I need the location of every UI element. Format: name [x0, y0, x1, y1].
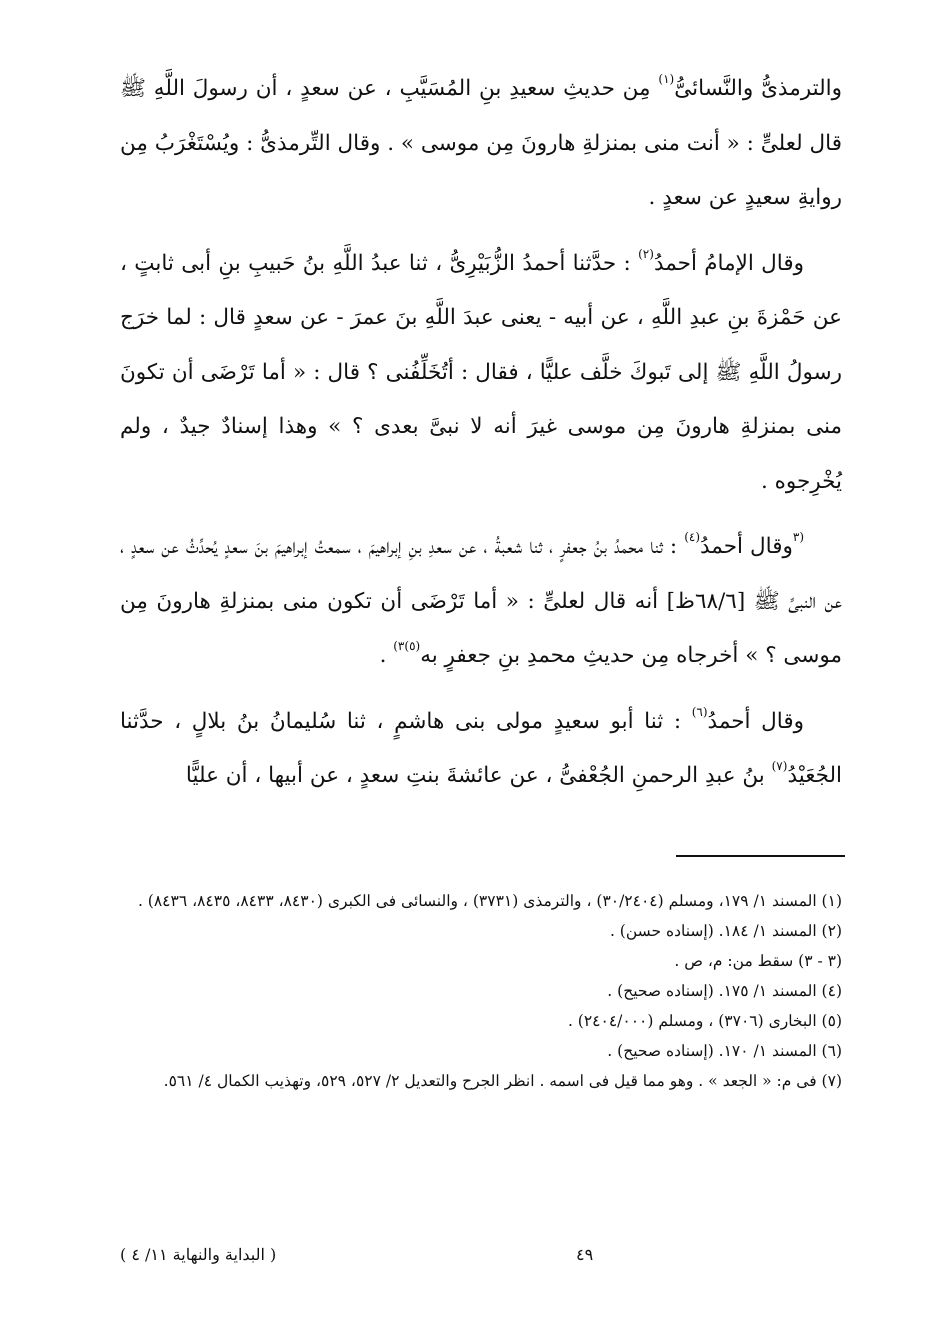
footnote: (٦) المسند ١/ ١٧٠. (إسناده صحيح) . — [607, 1042, 842, 1060]
footnote: (٢) المسند ١/ ١٨٤. (إسناده حسن) . — [609, 922, 842, 940]
running-title: ( البداية والنهاية ١١/ ٤ ) — [120, 1245, 277, 1264]
page-footer — [120, 1240, 842, 1270]
main-text — [120, 62, 842, 815]
text-run: وقال أحمدُ — [707, 708, 804, 734]
footnote-marker: (٦) — [691, 704, 708, 719]
paragraph — [120, 62, 842, 226]
footnote: (٧) فى م: « الجعد » . وهو مما قيل فى اسمه . انظر الجرح والتعديل ٢/ ٥٢٧، ٥٢٩، وتهذيب الكمال ٤/ ٥٦١. — [163, 1072, 842, 1090]
footnote: (١) المسند ١/ ١٧٩، ومسلم (٣٠/٢٤٠٤) ، والترمذى (٣٧٣١) ، والنسائى فى الكبرى (٨٤٣٠، ٨٤٣٣، ٨٤٣٥، ٨٤٣٦) . — [137, 892, 842, 910]
text-run: : حدَّثنا أحمدُ الزُّبَيْرِىُّ ، ثنا عبدُ اللَّهِ بنُ حَبيبِ بنِ أبى ثابتٍ ، عن حَمْزةَ بنِ عبدِ اللَّهِ ، عن أبيه - يعنى عبدَ اللَّهِ بنَ عمرَ - عن سعدٍ قال : لما خرَج رسولُ اللَّهِ ﷺ إلى تَبوكَ خلَّف عليًّا ، فقال : أتُخَلِّفُنى ؟ قال : « أما تَرْضَى أن تكونَ منى بمنزلةِ هارونَ مِن موسى غيرَ أنه لا نبىَّ بعدى ؟ » وهذا إسنادٌ جيدٌ ، ولم يُخْرِجوه . — [120, 250, 842, 494]
footnotes — [120, 886, 842, 1096]
footnote-separator — [676, 855, 845, 857]
paragraph — [120, 695, 842, 804]
text-run: : ثنا أبو سعيدٍ مولى بنى هاشمٍ ، ثنا سُليمانُ بنُ بلالٍ ، حدَّثنا الجُعَيْدُ — [120, 708, 842, 788]
footnote-marker: (١) — [658, 72, 675, 86]
footnote-marker: (٣ — [792, 530, 804, 544]
text-run: بنُ عبدِ الرحمنِ الجُعْفىُّ ، عن عائشةَ بنتِ سعدٍ ، عن أبيها ، أن عليًّا — [185, 763, 772, 788]
footnote-marker: (٤) — [684, 530, 701, 544]
paragraph — [120, 520, 842, 684]
text-run: وقال أحمدُ — [700, 534, 793, 559]
paragraph — [120, 237, 842, 510]
text-run: والترمذىُّ والنَّسائىُّ — [674, 76, 842, 101]
text-run: وقال الإمامُ أحمدُ — [653, 250, 805, 276]
text-run: مِن حديثِ سعيدِ بنِ المُسَيَّبِ ، عن سعدٍ ، أن رسولَ اللَّهِ ﷺ قال لعلىٍّ : « أنت منى بمنزلةِ هارونَ مِن موسى » . وقال التِّرمذىُّ : ويُسْتَغْرَبُ مِن روايةِ سعيدٍ عن سعدٍ . — [120, 76, 842, 210]
page-number: ٤٩ — [576, 1245, 594, 1264]
footnote: (٥) البخارى (٣٧٠٦) ، ومسلم (٢٤٠٤/٠٠٠) . — [567, 1012, 842, 1030]
footnote-marker: (٢) — [638, 246, 654, 261]
footnote-marker: (٧) — [771, 759, 788, 773]
footnote-marker: (٥)٣) — [393, 639, 421, 653]
text-run: . — [379, 643, 394, 668]
text-run: : ثنا محمدُ بنُ جعفرٍ ، ثنا شعبةُ ، عن سعدِ بنِ إبراهيمَ ، سمعتُ إبراهيمَ بنَ سعدٍ يُحدِّثُ عن سعدٍ ، عن النبىِّ ﷺ [٦٨/٦ظ] أنه قال لعلىٍّ : « أما تَرْضَى أن تكون منى بمنزلةِ هارونَ مِن موسى ؟ » أخرجاه مِن حديثِ محمدِ بنِ جعفرٍ به — [120, 534, 842, 668]
footnote: (٣ - ٣) سقط من: م، ص . — [674, 952, 842, 970]
footnote: (٤) المسند ١/ ١٧٥. (إسناده صحيح) . — [607, 982, 842, 1000]
